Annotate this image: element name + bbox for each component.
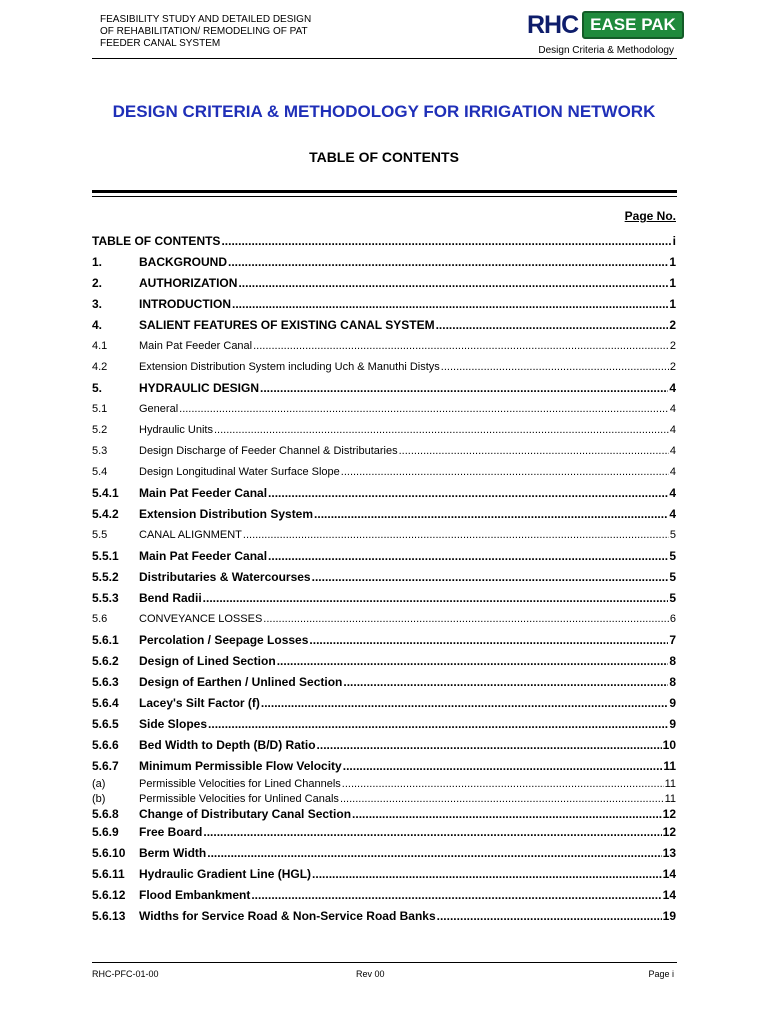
toc-entry-number: 5.6.1 [92, 632, 119, 647]
dot-leader [261, 696, 668, 710]
dot-leader [441, 361, 669, 373]
toc-entry[interactable] [92, 419, 676, 440]
toc-entry[interactable] [92, 293, 676, 314]
toc-entry[interactable] [92, 272, 676, 293]
toc-entry-number: 5.5.3 [92, 590, 119, 605]
dot-leader [251, 888, 661, 902]
toc-entry-number: 5.5.1 [92, 548, 119, 563]
toc-entry-number: (b) [92, 792, 106, 805]
toc-entry-page: 5 [669, 590, 676, 605]
toc-entry[interactable] [92, 734, 676, 755]
toc-entry-number: 5. [92, 380, 103, 395]
toc-entry-number: 5.6.6 [92, 737, 119, 752]
toc-entry-number: 5.6.5 [92, 716, 119, 731]
toc-entry[interactable] [92, 905, 676, 926]
toc-entry-title: Design of Lined Section [139, 653, 276, 668]
toc-entry[interactable] [92, 791, 676, 806]
toc-entry-number: 5.4 [92, 465, 108, 478]
toc-entry-title: Extension Distribution System [139, 506, 314, 521]
toc-entry[interactable] [92, 398, 676, 419]
dot-leader [253, 340, 669, 352]
toc-entry-page: 4 [669, 402, 676, 415]
project-title-line: FEEDER CANAL SYSTEM [100, 38, 221, 49]
toc-entry-title: HYDRAULIC DESIGN [139, 380, 260, 395]
toc-entry-number: 1. [92, 254, 103, 269]
toc-entry[interactable] [92, 863, 676, 884]
toc-entry-number: 5.6.2 [92, 653, 119, 668]
toc-entry-page: 11 [664, 792, 676, 805]
toc-entry[interactable] [92, 806, 676, 821]
toc-entry[interactable] [92, 755, 676, 776]
toc-entry-title: Minimum Permissible Flow Velocity [139, 758, 342, 773]
toc-entry-page: 2 [669, 339, 676, 352]
toc-entry-title: BACKGROUND [139, 254, 227, 269]
title-divider-thick [92, 190, 677, 193]
dot-leader [268, 549, 668, 563]
toc-entry[interactable] [92, 482, 676, 503]
dot-leader [263, 613, 669, 625]
title-divider-thin [92, 196, 677, 197]
toc-entry-page: 9 [669, 695, 676, 710]
document-title: DESIGN CRITERIA & METHODOLOGY FOR IRRIGATION NETWORK [112, 102, 656, 121]
toc-entry-number: 5.5.2 [92, 569, 119, 584]
toc-entry-title: TABLE OF CONTENTS [92, 233, 221, 248]
toc-entry-page: 19 [662, 908, 676, 923]
footer-divider [92, 962, 677, 963]
revision: Rev 00 [356, 969, 385, 979]
toc-entry-title: Widths for Service Road & Non-Service Road Banks [139, 908, 436, 923]
dot-leader [238, 276, 668, 290]
toc-entry[interactable] [92, 650, 676, 671]
toc-entry-title: Berm Width [139, 845, 207, 860]
toc-entry-title: Bend Radii [139, 590, 202, 605]
toc-entry-page: 4 [669, 465, 676, 478]
toc-entry[interactable] [92, 692, 676, 713]
dot-leader [317, 738, 662, 752]
dot-leader [179, 403, 669, 415]
toc-entry-title: CANAL ALIGNMENT [139, 528, 242, 541]
dot-leader [207, 846, 661, 860]
toc-entry[interactable] [92, 566, 676, 587]
toc-entry-number: 5.4.1 [92, 485, 119, 500]
toc-heading: TABLE OF CONTENTS [309, 149, 459, 165]
toc-entry-title: Change of Distributary Canal Section [139, 806, 352, 821]
dot-leader [214, 424, 669, 436]
dot-leader [437, 909, 662, 923]
toc-entry-title: Lacey's Silt Factor (f) [139, 695, 260, 710]
toc-entry[interactable] [92, 356, 676, 377]
toc-entry-page: 5 [669, 548, 676, 563]
toc-entry-title: Hydraulic Units [139, 423, 213, 436]
toc-entry-number: (a) [92, 777, 106, 790]
toc-entry[interactable] [92, 251, 676, 272]
toc-entry-page: i [672, 233, 676, 248]
dot-leader [314, 507, 668, 521]
toc-entry-page: 11 [664, 777, 676, 790]
toc-entry-page: 4 [669, 444, 676, 457]
toc-entry-number: 5.6.8 [92, 806, 119, 821]
toc-entry-page: 11 [663, 758, 676, 773]
toc-entry-title: General [139, 402, 179, 415]
toc-entry-number: 5.3 [92, 444, 108, 457]
toc-entry-title: AUTHORIZATION [139, 275, 238, 290]
dot-leader [203, 591, 669, 605]
dot-leader [399, 445, 669, 457]
toc-entry-number: 5.6.12 [92, 887, 126, 902]
toc-entry[interactable] [92, 377, 676, 398]
toc-entry-title: Main Pat Feeder Canal [139, 339, 253, 352]
toc-entry-page: 4 [669, 485, 676, 500]
page-number: Page i [648, 969, 674, 979]
toc-entry-page: 4 [669, 423, 676, 436]
toc-entry[interactable] [92, 503, 676, 524]
project-title-line: OF REHABILITATION/ REMODELING OF PAT [100, 26, 308, 37]
dot-leader [312, 867, 662, 881]
toc-entry-title: Extension Distribution System including Uch & Manuthi Distys [139, 360, 440, 373]
table-of-contents [92, 230, 676, 926]
toc-entry-page: 8 [669, 653, 676, 668]
header-divider [92, 58, 677, 59]
toc-entry-page: 1 [669, 275, 676, 290]
toc-entry[interactable] [92, 587, 676, 608]
toc-entry[interactable] [92, 230, 676, 251]
section-name: Design Criteria & Methodology [538, 45, 674, 56]
toc-entry-title: Side Slopes [139, 716, 208, 731]
toc-entry-page: 1 [669, 296, 676, 311]
toc-entry[interactable] [92, 842, 676, 863]
toc-entry-page: 5 [669, 569, 676, 584]
toc-entry-number: 4.1 [92, 339, 108, 352]
project-title [100, 14, 311, 50]
toc-entry-number: 5.4.2 [92, 506, 119, 521]
toc-entry-title: Design of Earthen / Unlined Section [139, 674, 343, 689]
toc-entry-page: 14 [662, 866, 676, 881]
toc-entry-page: 10 [662, 737, 676, 752]
toc-entry-page: 12 [662, 806, 676, 821]
toc-entry-page: 2 [669, 360, 676, 373]
toc-entry[interactable] [92, 629, 676, 650]
toc-entry-number: 2. [92, 275, 103, 290]
toc-entry-number: 5.5 [92, 528, 108, 541]
toc-entry-page: 4 [669, 380, 676, 395]
toc-entry-number: 4.2 [92, 360, 108, 373]
toc-entry[interactable] [92, 884, 676, 905]
dot-leader [436, 318, 669, 332]
company-logo [527, 10, 684, 40]
rhc-logo-text: RHC [527, 11, 579, 39]
toc-entry-title: Bed Width to Depth (B/D) Ratio [139, 737, 316, 752]
dot-leader [228, 255, 668, 269]
dot-leader [221, 234, 671, 248]
toc-entry-title: Free Board [139, 824, 203, 839]
toc-entry[interactable] [92, 776, 676, 791]
toc-entry-number: 5.6.3 [92, 674, 119, 689]
toc-entry-number: 4. [92, 317, 103, 332]
toc-entry-title: Permissible Velocities for Lined Channels [139, 777, 341, 790]
toc-entry-title: Design Discharge of Feeder Channel & Distributaries [139, 444, 398, 457]
toc-entry-title: Percolation / Seepage Losses [139, 632, 309, 647]
dot-leader [341, 466, 669, 478]
dot-leader [260, 381, 668, 395]
toc-entry-title: Design Longitudinal Water Surface Slope [139, 465, 340, 478]
toc-entry-number: 5.6.13 [92, 908, 126, 923]
toc-entry-title: SALIENT FEATURES OF EXISTING CANAL SYSTEM [139, 317, 435, 332]
toc-entry[interactable] [92, 461, 676, 482]
toc-entry-number: 5.6.10 [92, 845, 126, 860]
toc-entry[interactable] [92, 524, 676, 545]
toc-entry-page: 7 [669, 632, 676, 647]
toc-entry[interactable] [92, 440, 676, 461]
dot-leader [343, 759, 663, 773]
toc-entry-page: 6 [669, 612, 676, 625]
toc-entry[interactable] [92, 335, 676, 356]
toc-entry-page: 5 [669, 528, 676, 541]
toc-entry-number: 3. [92, 296, 103, 311]
dot-leader [309, 633, 668, 647]
toc-entry-page: 14 [662, 887, 676, 902]
toc-entry-title: Main Pat Feeder Canal [139, 485, 268, 500]
toc-entry[interactable] [92, 713, 676, 734]
toc-entry-number: 5.6 [92, 612, 108, 625]
toc-entry-page: 1 [669, 254, 676, 269]
project-title-line: FEASIBILITY STUDY AND DETAILED DESIGN [100, 14, 312, 25]
toc-entry-page: 2 [669, 317, 676, 332]
dot-leader [277, 654, 669, 668]
toc-entry-title: Flood Embankment [139, 887, 251, 902]
toc-entry-page: 12 [662, 824, 676, 839]
page-number-column-label: Page No. [624, 209, 676, 223]
ease-pak-logo-text: EASE PAK [582, 11, 684, 39]
dot-leader [243, 529, 669, 541]
toc-entry-number: 5.6.4 [92, 695, 119, 710]
toc-entry-title: Permissible Velocities for Unlined Canals [139, 792, 339, 805]
dot-leader [312, 570, 669, 584]
toc-entry-title: Hydraulic Gradient Line (HGL) [139, 866, 312, 881]
toc-entry[interactable] [92, 608, 676, 629]
toc-entry-number: 5.1 [92, 402, 108, 415]
dot-leader [232, 297, 668, 311]
toc-entry-title: Distributaries & Watercourses [139, 569, 311, 584]
toc-entry[interactable] [92, 314, 676, 335]
dot-leader [268, 486, 668, 500]
document-code: RHC-PFC-01-00 [92, 969, 159, 979]
toc-entry-page: 9 [669, 716, 676, 731]
dot-leader [342, 778, 664, 790]
toc-entry-title: CONVEYANCE LOSSES [139, 612, 263, 625]
toc-entry[interactable] [92, 821, 676, 842]
toc-entry-page: 8 [669, 674, 676, 689]
dot-leader [203, 825, 661, 839]
toc-entry-page: 13 [662, 845, 676, 860]
toc-entry-title: INTRODUCTION [139, 296, 231, 311]
toc-entry-number: 5.6.9 [92, 824, 119, 839]
toc-entry[interactable] [92, 545, 676, 566]
toc-entry-title: Main Pat Feeder Canal [139, 548, 268, 563]
dot-leader [340, 793, 664, 805]
dot-leader [352, 807, 662, 821]
dot-leader [343, 675, 668, 689]
toc-entry-number: 5.2 [92, 423, 108, 436]
toc-entry[interactable] [92, 671, 676, 692]
toc-entry-page: 4 [669, 506, 676, 521]
toc-entry-number: 5.6.11 [92, 866, 125, 881]
dot-leader [208, 717, 668, 731]
toc-entry-number: 5.6.7 [92, 758, 119, 773]
